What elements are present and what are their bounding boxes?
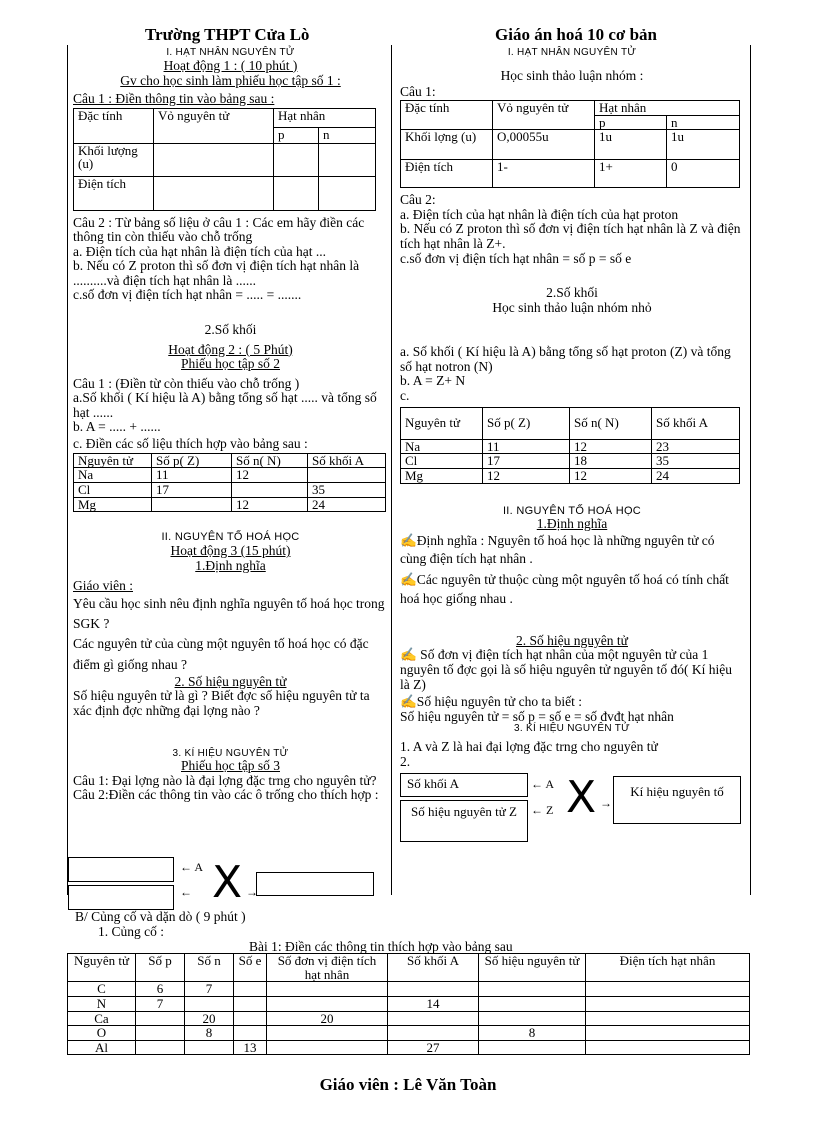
table-cell: 8 bbox=[479, 1026, 586, 1041]
table-cell: 12 bbox=[483, 468, 570, 483]
table-cell: 12 bbox=[232, 468, 308, 483]
table-cell: 35 bbox=[652, 454, 740, 469]
worksheet-table-2 bbox=[73, 453, 386, 513]
table-cell bbox=[586, 1026, 750, 1041]
teacher-question-2: Các nguyên tử của cùng một nguyên tố hoá học có đặc điểm gì giống nhau ? bbox=[73, 636, 369, 672]
table-header: Số p( Z) bbox=[483, 407, 570, 439]
teacher-instruction: Gv cho học sinh làm phiếu học tập số 1 : bbox=[120, 73, 341, 89]
table-cell: 1+ bbox=[595, 160, 667, 188]
exercise-1-title: Bài 1: Điền các thông tin thích hợp vào bảng sau bbox=[249, 939, 513, 954]
table-cell: Khối lợng (u) bbox=[401, 130, 493, 160]
ws2-question-1-b: b. A = ..... + ...... bbox=[73, 419, 161, 435]
table-header: p bbox=[274, 127, 319, 143]
subsection-definition: 1.Định nghĩa bbox=[195, 557, 266, 573]
arrow-label-a: ← A bbox=[180, 860, 204, 874]
table-cell bbox=[388, 1026, 479, 1041]
table-cell: Na bbox=[401, 439, 483, 454]
question-2-a: a. Điện tích của hạt nhân là điện tích của hạt ... bbox=[73, 243, 327, 259]
blank-box-symbol[interactable] bbox=[256, 872, 374, 896]
table-cell: 17 bbox=[152, 482, 232, 497]
ws2-question-1: Câu 1 : (Điền từ còn thiếu vào chỗ trống ) bbox=[73, 375, 300, 391]
table-cell bbox=[586, 1040, 750, 1055]
table-cell bbox=[232, 482, 308, 497]
table-header: Số n( N) bbox=[232, 453, 308, 468]
table-header: Đặc tính bbox=[74, 108, 154, 143]
subsection-atomic-number: 2. Số hiệu nguyên tử bbox=[516, 632, 628, 648]
table-cell bbox=[308, 468, 386, 483]
arrow-label-a: ← A bbox=[531, 777, 555, 791]
element-symbol-x: X bbox=[566, 772, 597, 823]
table-header: Số khối A bbox=[388, 954, 479, 982]
table-cell bbox=[388, 1011, 479, 1026]
table-cell bbox=[234, 1011, 267, 1026]
table-cell bbox=[586, 996, 750, 1011]
table-header: Số hiệu nguyên tử bbox=[479, 954, 586, 982]
table-cell bbox=[388, 982, 479, 997]
table-cell: 6 bbox=[136, 982, 185, 997]
mass-number-box: Số khối A bbox=[400, 773, 528, 797]
table-cell bbox=[185, 996, 234, 1011]
table-cell: 1u bbox=[595, 130, 667, 160]
question-1: Câu 1 : Điền thông tin vào bảng sau : bbox=[73, 90, 275, 106]
question-2: Câu 2 : Từ bảng số liệu ở câu 1 : Các em hãy điền các thông tin còn thiếu vào chỗ trống bbox=[73, 214, 365, 245]
question-2-b: b. Nếu có Z proton thì số đơn vị điện tích hạt nhân là ..........và điện tích hạt nhân là ...... bbox=[73, 258, 360, 288]
table-cell bbox=[479, 982, 586, 997]
blank-box-atomic[interactable] bbox=[68, 885, 174, 910]
table-cell: 14 bbox=[388, 996, 479, 1011]
table-cell: 1- bbox=[493, 160, 595, 188]
table-cell: Mg bbox=[401, 468, 483, 483]
section-title: II. NGUYÊN TỐ HOÁ HỌC bbox=[161, 531, 300, 544]
table-header: Số p( Z) bbox=[152, 453, 232, 468]
table-cell: Ca bbox=[68, 1011, 136, 1026]
element-symbol-x: X bbox=[212, 857, 243, 908]
table-header: Nguyên tử bbox=[74, 453, 152, 468]
review-subtitle: 1. Củng cố : bbox=[98, 924, 164, 939]
arrow-label-z: ← Z bbox=[531, 803, 554, 817]
table-cell bbox=[136, 1011, 185, 1026]
student-discussion-2: Học sinh thảo luận nhóm nhỏ bbox=[492, 299, 652, 315]
ws3-question-1: Câu 1: Đại lợng nào là đại lợng đặc trng cho nguyên tử? bbox=[73, 772, 377, 788]
answer-2-label: Câu 2: bbox=[400, 192, 436, 208]
section-title: II. NGUYÊN TỐ HOÁ HỌC bbox=[502, 504, 642, 517]
table-cell bbox=[136, 1026, 185, 1041]
answer-1-label: Câu 1: bbox=[400, 84, 436, 100]
table-cell: 27 bbox=[388, 1040, 479, 1055]
ws2-question-1-c: c. Điền các số liệu thích hợp vào bảng sau : bbox=[73, 436, 308, 452]
atomic-number-tells: ✍Số hiệu nguyên tử cho ta biết : bbox=[400, 694, 582, 710]
symbol-note-1: 1. A và Z là hai đại lợng đặc trng cho nguyên tử bbox=[400, 739, 658, 755]
table-header: Số khối A bbox=[652, 407, 740, 439]
table-cell: Khối lượng (u) bbox=[74, 143, 154, 176]
table-header: Số khối A bbox=[308, 453, 386, 468]
answer-table-1 bbox=[400, 100, 740, 188]
table-cell bbox=[267, 1040, 388, 1055]
table-cell bbox=[479, 996, 586, 1011]
activity-1: Hoạt động 1 : ( 10 phút ) bbox=[163, 57, 298, 73]
table-cell bbox=[136, 1040, 185, 1055]
table-cell: 12 bbox=[570, 439, 652, 454]
table-cell: 12 bbox=[232, 497, 308, 512]
table-cell: 20 bbox=[267, 1011, 388, 1026]
table-cell: O bbox=[68, 1026, 136, 1041]
table-cell: 17 bbox=[483, 454, 570, 469]
answer-2-b: b. Nếu có Z proton thì số đơn vị điện tích hạt nhân là Z và điện tích hạt nhân là Z+. bbox=[400, 221, 741, 251]
table-header: Điện tích hạt nhân bbox=[586, 954, 750, 982]
table-cell: 13 bbox=[234, 1040, 267, 1055]
table-cell: 8 bbox=[185, 1026, 234, 1041]
table-cell: O,00055u bbox=[493, 130, 595, 160]
table-cell bbox=[152, 497, 232, 512]
definition-1: ✍Định nghĩa : Nguyên tố hoá học là những nguyên tử có cùng điện tích hạt nhân . bbox=[400, 532, 715, 567]
answer-b: b. A = Z+ N bbox=[400, 373, 466, 389]
table-cell bbox=[479, 1011, 586, 1026]
table-cell: 7 bbox=[185, 982, 234, 997]
table-cell: N bbox=[68, 996, 136, 1011]
section-title: 3. KÍ HIỆU NGUYÊN TỬ bbox=[513, 723, 631, 735]
ws2-question-1-a: a.Số khối ( Kí hiệu là A) bằng tổng số hạt ..... và tổng số hạt ...... bbox=[73, 390, 377, 420]
atomic-number-box: Số hiệu nguyên tử Z bbox=[400, 800, 528, 842]
table-header: Số đơn vị điện tích hạt nhân bbox=[267, 954, 388, 982]
arrow-right-icon: → bbox=[600, 796, 612, 810]
table-cell: 7 bbox=[136, 996, 185, 1011]
table-cell: Điện tích bbox=[401, 160, 493, 188]
ws3-question-2: Câu 2:Điền các thông tin vào các ô trống cho thích hợp : bbox=[73, 787, 379, 803]
header-course: Giáo án hoá 10 cơ bản bbox=[495, 25, 657, 44]
table-header: Vỏ nguyên tử bbox=[493, 100, 595, 129]
table-cell: 20 bbox=[185, 1011, 234, 1026]
table-cell bbox=[234, 982, 267, 997]
definition-2: ✍Các nguyên tử thuộc cùng một nguyên tố hoá có tính chất hoá học giống nhau . bbox=[400, 572, 729, 606]
subsection-atomic-number: 2. Số hiệu nguyên tử bbox=[174, 673, 287, 689]
table-cell: 24 bbox=[308, 497, 386, 512]
student-discussion: Học sinh thảo luận nhóm : bbox=[500, 67, 644, 83]
table-cell: 18 bbox=[570, 454, 652, 469]
table-cell: 23 bbox=[652, 439, 740, 454]
arrow-left-icon: ← bbox=[180, 885, 192, 899]
worksheet-table-1 bbox=[73, 108, 376, 211]
footer-teacher: Giáo viên : Lê Văn Toàn bbox=[319, 1075, 497, 1094]
table-cell: 12 bbox=[570, 468, 652, 483]
table-cell: 0 bbox=[667, 160, 740, 188]
table-cell: 24 bbox=[652, 468, 740, 483]
table-cell bbox=[267, 982, 388, 997]
answer-a: a. Số khối ( Kí hiệu là A) bằng tổng số hạt proton (Z) và tổng số hạt notron (N) bbox=[400, 344, 731, 374]
table-header: Đặc tính bbox=[401, 100, 493, 129]
table-cell: Cl bbox=[74, 482, 152, 497]
table-cell bbox=[267, 1026, 388, 1041]
activity-3: Hoạt động 3 (15 phút) bbox=[170, 543, 291, 559]
table-cell: Mg bbox=[74, 497, 152, 512]
table-cell: Al bbox=[68, 1040, 136, 1055]
table-cell bbox=[234, 996, 267, 1011]
table-header: Số p bbox=[136, 954, 185, 982]
answer-table-2 bbox=[400, 407, 740, 484]
table-header: Hạt nhân bbox=[595, 100, 740, 115]
activity-2: Hoạt động 2 : ( 5 Phút) bbox=[168, 341, 293, 357]
table-cell bbox=[586, 982, 750, 997]
left-column bbox=[73, 48, 388, 803]
review-title: B/ Củng cố và dặn dò ( 9 phút ) bbox=[75, 909, 246, 924]
worksheet-2: Phiếu học tập số 2 bbox=[181, 356, 280, 372]
table-cell bbox=[267, 996, 388, 1011]
table-cell: 1u bbox=[667, 130, 740, 160]
table-cell: Cl bbox=[401, 454, 483, 469]
subsection-mass-number: 2.Số khối bbox=[204, 322, 257, 337]
table-header: Số e bbox=[234, 954, 267, 982]
table-header: n bbox=[667, 115, 740, 130]
atomic-number-question: Số hiệu nguyên tử là gì ? Biết đợc số hiệu nguyên tử ta xác định đợc những đại lợng nào ? bbox=[73, 688, 370, 718]
worksheet-3: Phiếu học tập số 3 bbox=[181, 758, 280, 774]
table-header: Hạt nhân bbox=[274, 108, 376, 127]
section-title: I. HẠT NHÂN NGUYÊN TỬ bbox=[507, 47, 637, 58]
table-cell bbox=[185, 1040, 234, 1055]
table-cell: Na bbox=[74, 468, 152, 483]
symbol-note-2: 2. bbox=[400, 753, 411, 769]
atomic-number-equation: Số hiệu nguyên tử = số p = số e = số đvđt hạt nhân bbox=[400, 708, 674, 724]
blank-box-mass[interactable] bbox=[68, 857, 174, 882]
answer-2-a: a. Điện tích của hạt nhân là điện tích của hạt proton bbox=[400, 206, 679, 222]
section-title: I. HẠT NHÂN NGUYÊN TỬ bbox=[166, 47, 295, 58]
teacher-label: Giáo viên : bbox=[73, 578, 133, 594]
atomic-number-def: ✍ Số đơn vị điện tích hạt nhân của một nguyên tử của 1 nguyên tố đợc gọi là số hiệu nguyên tử nguyên tố đó( Kí hiệu là Z) bbox=[400, 647, 733, 692]
table-cell: Điện tích bbox=[74, 176, 154, 210]
table-cell: C bbox=[68, 982, 136, 997]
arrow-right-icon: → bbox=[246, 885, 258, 899]
subsection-mass-number: 2.Số khối bbox=[546, 285, 598, 301]
table-cell: 11 bbox=[483, 439, 570, 454]
table-header: Vỏ nguyên tử bbox=[154, 108, 274, 143]
subsection-definition: 1.Định nghĩa bbox=[536, 516, 608, 532]
table-cell: 35 bbox=[308, 482, 386, 497]
table-header: Nguyên tử bbox=[401, 407, 483, 439]
table-header: Số n bbox=[185, 954, 234, 982]
table-cell bbox=[586, 1011, 750, 1026]
table-cell: 11 bbox=[152, 468, 232, 483]
question-2-c: c.số đơn vị điện tích hạt nhân = ..... = ....... bbox=[73, 287, 302, 303]
teacher-question-1: Yêu cầu học sinh nêu định nghĩa nguyên tố hoá học trong SGK ? bbox=[73, 595, 385, 632]
table-cell bbox=[479, 1040, 586, 1055]
table-header: n bbox=[319, 127, 376, 143]
right-column bbox=[400, 48, 744, 769]
table-header: p bbox=[595, 115, 667, 130]
section-title: 3. KÍ HIỆU NGUYÊN TỬ bbox=[172, 747, 289, 759]
answer-2-c: c.số đơn vị điện tích hạt nhân = số p = số e bbox=[400, 250, 632, 266]
table-cell bbox=[234, 1026, 267, 1041]
exercise-table bbox=[67, 953, 750, 1055]
answer-c: c. bbox=[400, 388, 410, 404]
table-header: Số n( N) bbox=[570, 407, 652, 439]
element-symbol-box: Kí hiệu nguyên tố bbox=[613, 776, 741, 824]
table-header: Nguyên tử bbox=[68, 954, 136, 982]
header-school: Trường THPT Cửa Lò bbox=[145, 25, 310, 44]
